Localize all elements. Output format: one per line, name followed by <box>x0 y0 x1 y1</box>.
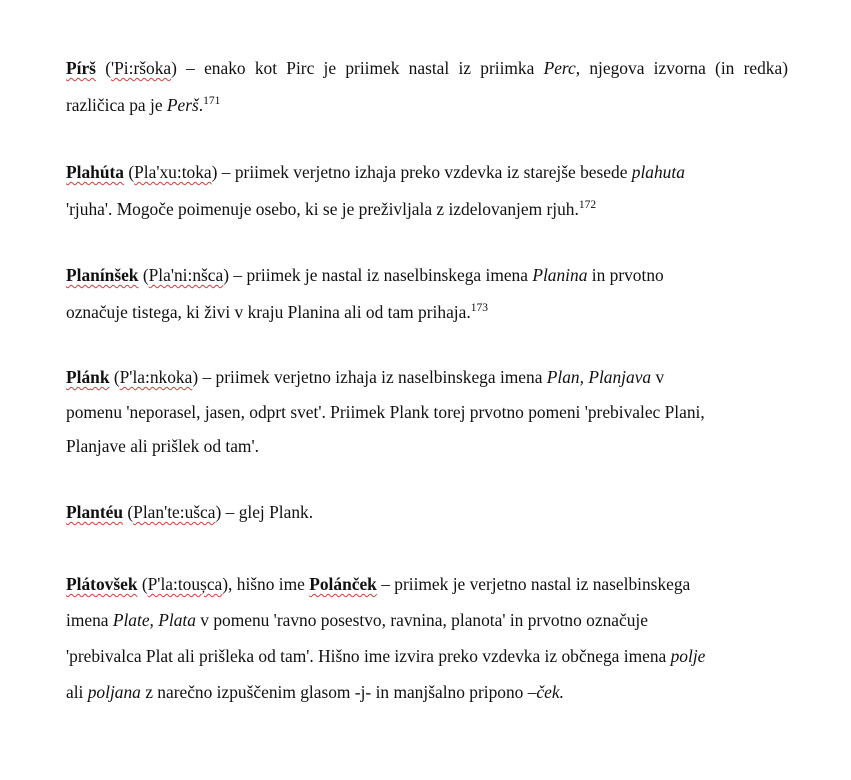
entry-line: Plahúta (Pla'xu:toka) – priimek verjetno izhaja preko vzdevka iz starejše besede plahuta <box>66 162 685 182</box>
entry-text: z narečno izpuščenim glasom -j- in manjšalno pripono – <box>140 682 537 702</box>
entry-text: , njegova izvorna (in redka) <box>575 58 788 78</box>
entry-text: različica pa je <box>66 95 167 115</box>
headword: Plátovšek <box>66 574 138 594</box>
italic-term: plahuta <box>631 162 685 182</box>
entry-plank <box>66 360 788 464</box>
entry-text: – enako kot Pirc je priimek nastal iz priimka <box>176 58 544 78</box>
entry-text: Planjave ali prišlek od tam'. <box>66 436 259 456</box>
headword-part: Plá <box>66 367 91 387</box>
headword: Plahúta <box>66 162 124 182</box>
entry-line: Pírš ('Pi:ršoka) – enako kot Pirc je priimek nastal iz priimka Perc, njegova izvorna (in redka) <box>66 58 788 78</box>
pronunciation: P'la:nkoka <box>119 367 193 387</box>
entry-platovsek <box>66 566 788 710</box>
entry-line <box>66 638 788 674</box>
footnote-ref[interactable]: 171 <box>203 95 221 107</box>
headword: Planínšek <box>66 265 139 285</box>
entry-line <box>66 294 726 331</box>
headword <box>66 367 110 387</box>
entry-line: Planínšek (Pla'ni:nšca) – priimek je nastal iz naselbinskega imena Planina in prvotno <box>66 265 664 285</box>
italic-term: polje <box>670 646 706 666</box>
entry-line: Plátovšek (P'la:toușca), hišno ime Polánček – priimek je verjetno nastal iz naselbinskega <box>66 574 691 594</box>
pronunciation: 'Pi:ršoka <box>110 58 172 78</box>
entry-pirs <box>66 50 788 124</box>
entry-line <box>66 87 788 124</box>
entry-line <box>66 395 788 430</box>
entry-line: Plánk (P'la:nkoka) – priimek verjetno izhaja iz naselbinskega imena Plan, Planjava v <box>66 367 665 387</box>
entry-text: ali <box>66 682 88 702</box>
headword: Pírš <box>66 58 96 78</box>
headword-part: nk <box>90 367 110 387</box>
entry-line <box>66 191 756 228</box>
pronunciation: Pla'xu:toka <box>134 162 212 182</box>
entry-text: – glej Plank. <box>221 502 314 522</box>
headword: Plantéu <box>66 502 124 522</box>
footnote-ref[interactable]: 172 <box>578 199 597 211</box>
entry-text: – priimek verjetno izhaja iz naselbinskega imena <box>198 367 547 387</box>
entry-text: 'prebivalca Plat ali prišleka od tam'. Hišno ime izvira preko vzdevka iz občnega imena <box>66 646 671 666</box>
italic-term: Perš <box>166 95 199 115</box>
entry-text: označuje tistega, ki živi v kraju Planina ali od tam prihaja. <box>66 302 471 322</box>
entry-text: – priimek je verjetno nastal iz naselbinskega <box>376 574 691 594</box>
italic-term: poljana <box>87 682 141 702</box>
entry-planteu <box>66 494 566 531</box>
entry-text: ), hišno ime <box>222 574 310 594</box>
entry-line <box>66 429 788 464</box>
entry-text: pomenu 'neporasel, jasen, odprt svet'. Priimek Plank torej prvotno pomeni 'prebivalec Plani, <box>66 401 705 422</box>
pronunciation: P'la:toușca <box>147 574 223 594</box>
entry-text: imena <box>66 610 113 630</box>
entry-text: – priimek verjetno izhaja preko vzdevka iz starejše besede <box>217 162 632 182</box>
entry-text: v pomenu 'ravno posestvo, ravnina, planota' in prvotno označuje <box>195 610 648 630</box>
pronunciation: Plan'te:ušca <box>133 502 216 522</box>
entry-text: – priimek je nastal iz naselbinskega imena <box>229 265 533 285</box>
footnote-ref[interactable]: 173 <box>470 302 488 314</box>
italic-term: Planina <box>532 265 588 285</box>
pronunciation: Pla'ni:nšca <box>148 265 224 285</box>
italic-term: Plan, Planjava <box>546 367 652 387</box>
entry-line <box>66 674 788 710</box>
italic-term: Plate, Plata <box>112 610 196 630</box>
entry-text: v <box>651 367 665 387</box>
house-name: Polánček <box>309 574 377 594</box>
entry-planinsek <box>66 257 726 331</box>
entry-text: 'rjuha'. Mogoče poimenuje osebo, ki se je preživljala z izdelovanjem rjuh. <box>66 199 579 219</box>
entry-plahuta <box>66 154 756 228</box>
italic-term: ček. <box>536 682 564 702</box>
italic-term: Perc <box>543 58 576 78</box>
entry-text: . <box>198 95 204 115</box>
entry-line: Plantéu (Plan'te:ušca) – glej Plank. <box>66 502 314 522</box>
entry-line <box>66 602 788 638</box>
entry-text: in prvotno <box>587 265 664 285</box>
